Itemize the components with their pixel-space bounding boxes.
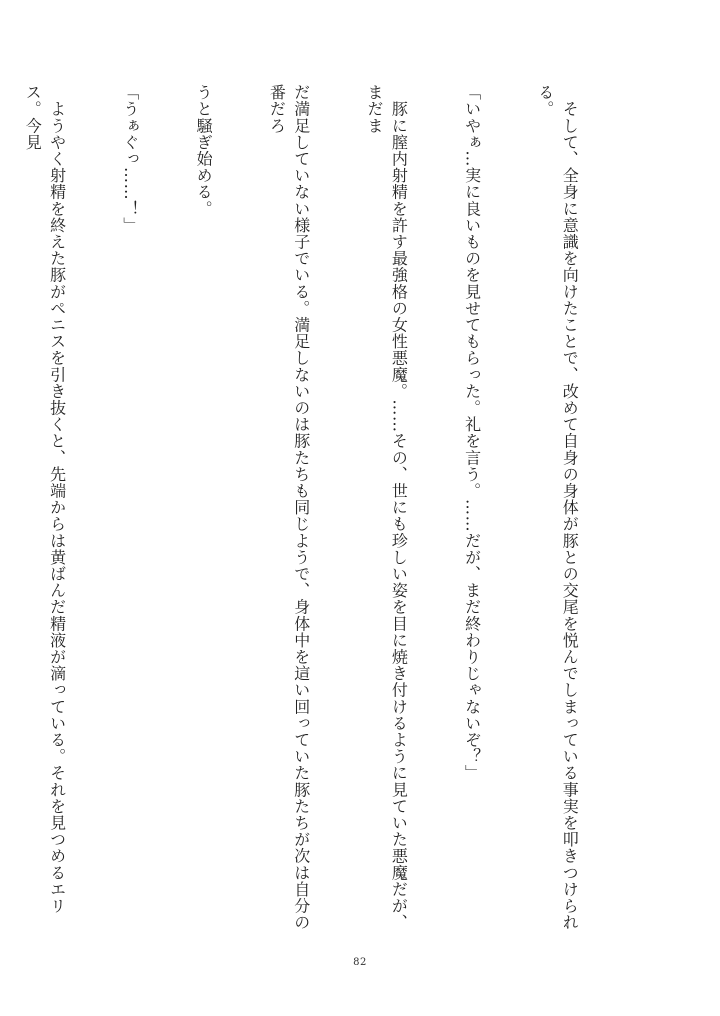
text-line: そして、全身に意識を向けたことで、改めて自身の身体が豚との交尾を悦んでしまっている事実を叩きつけられる。 [535,84,580,931]
text-line: 「うぁぐっ……！」 [120,84,140,234]
page-number: 82 [353,957,367,968]
text-line: だ満足していない様子でいる。満足しないのは豚たちも同じようで、身体中を這い回っていた豚たちが次は自分の番だろ [267,84,311,931]
vertical-text-block [23,84,630,934]
text-line: ようやく射精を終えた豚がペニスを引き抜くと、先端からは黄ばんだ精液が滴っている。それを見つめるエリス。今見 [23,84,67,914]
text-line: うと騒ぎ始める。 [194,84,214,217]
text-line: 「いやぁ…実に良いものを見せてもらった。礼を言う。……だが、まだ終わりじゃないぞ？」 [462,84,482,782]
text-line: 豚に膣内射精を許す最強格の女性悪魔。……その、世にも珍しい姿を目に焼き付けるように見ていた悪魔だが、まだま [364,84,409,931]
